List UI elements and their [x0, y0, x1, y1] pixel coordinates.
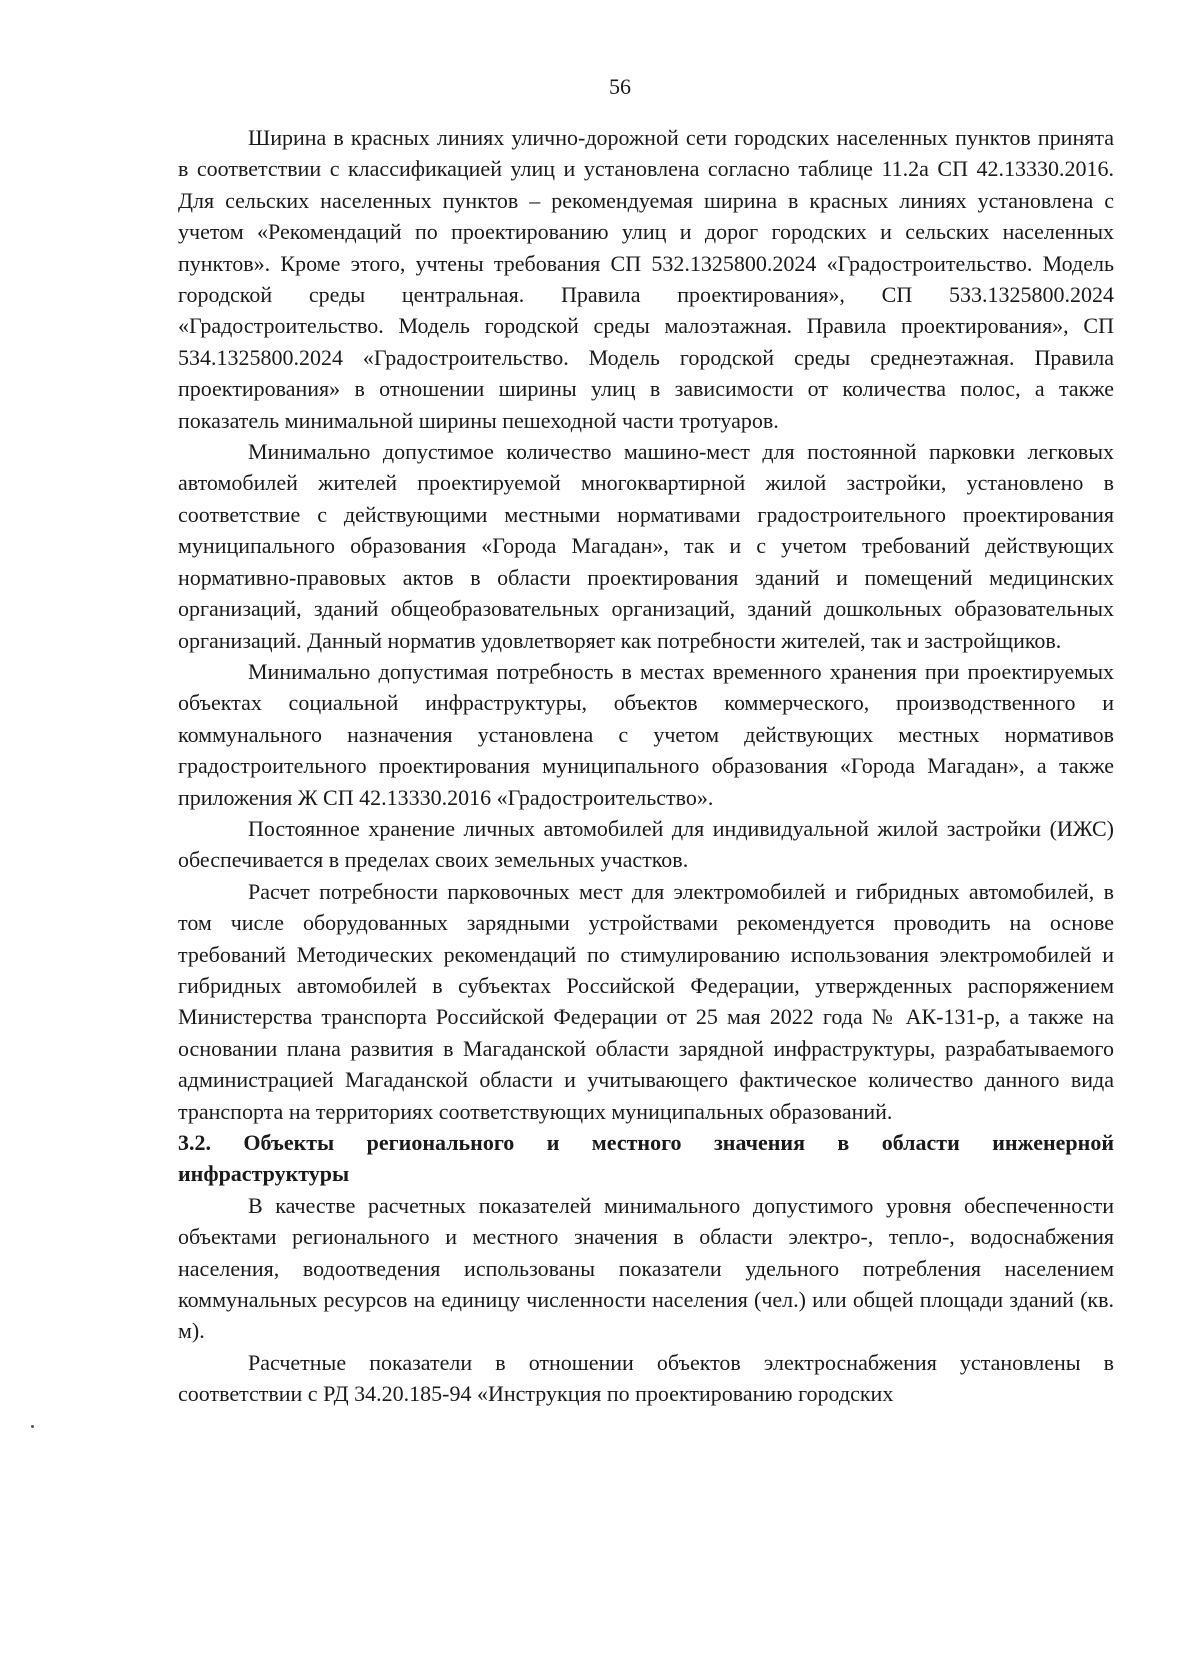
page-number: 56 — [609, 74, 631, 99]
paragraph-power-supply: Расчетные показатели в отношении объектов электроснабжения установлены в соответствии с РД 34.20.185-94 «Инструкция по проектированию городских — [178, 1349, 1114, 1407]
page-body — [178, 122, 1114, 1410]
paragraph-private-housing-parking: Постоянное хранение личных автомобилей для индивидуальной жилой застройки (ИЖС) обеспечивается в пределах своих земельных участков. — [178, 815, 1114, 873]
paragraph-temporary-parking: Минимально допустимая потребность в местах временного хранения при проектируемых объектах социальной инфраструктуры, объектов коммерческого, производственного и коммунального назначения установлена с учетом действующих местных нормативов градостроительного проектирования муниципального образования «Города Магадан», а также приложения Ж СП 42.13330.2016 «Градостроительство». — [178, 658, 1114, 810]
paragraph-permanent-parking: Минимально допустимое количество машино-мест для постоянной парковки легковых автомобилей жителей проектируемой многоквартирной жилой застройки, установлено в соответствие с действующими местными нормативами градостроительного проектирования муниципального образования «Города Магадан», так и с учетом требований действующих нормативно-правовых актов в области проектирования зданий и помещений медицинских организаций, зданий общеобразовательных организаций, зданий дошкольных образовательных организаций. Данный норматив удовлетворяет как потребности жителей, так и застройщиков. — [178, 439, 1114, 653]
paragraph-utility-indicators: В качестве расчетных показателей минимального допустимого уровня обеспеченности объектами регионального и местного значения в области электро-, тепло-, водоснабжения населения, водоотведения использованы показатели удельного потребления населением коммунальных ресурсов на единицу численности населения (чел.) или общей площади зданий (кв. м). — [178, 1192, 1114, 1344]
paragraph-electric-vehicles: Расчет потребности парковочных мест для электромобилей и гибридных автомобилей, в том числе оборудованных зарядными устройствами рекомендуется проводить на основе требований Методических рекомендаций по стимулированию использования электромобилей и гибридных автомобилей в субъектах Российской Федерации, утвержденных распоряжением Министерства транспорта Российской Федерации от 25 мая 2022 года № АК-131-р, а также на основании плана развития в Магаданской области зарядной инфраструктуры, разрабатываемого администрацией Магаданской области и учитывающего фактическое количество данного вида транспорта на территориях соответствующих муниципальных образований. — [178, 878, 1114, 1124]
paragraph-street-width: Ширина в красных линиях улично-дорожной сети городских населенных пунктов принята в соответствии с классификацией улиц и установлена согласно таблице 11.2а СП 42.13330.2016. Для сельских населенных пунктов – рекомендуемая ширина в красных линиях установлена с учетом «Рекомендаций по проектированию улиц и дорог городских и сельских населенных пунктов». Кроме этого, учтены требования СП 532.1325800.2024 «Градостроительство. Модель городской среды центральная. Правила проектирования», СП 533.1325800.2024 «Градостроительство. Модель городской среды малоэтажная. Правила проектирования», СП 534.1325800.2024 «Градостроительство. Модель городской среды среднеэтажная. Правила проектирования» в отношении ширины улиц в зависимости от количества полос, а также показатель минимальной ширины пешеходной части тротуаров. — [178, 125, 1114, 433]
section-title: Объекты регионального и местного значения в области инженерной инфраструктуры — [178, 1130, 1114, 1187]
scan-speck — [31, 1425, 34, 1428]
section-number: 3.2. — [178, 1130, 211, 1155]
section-heading — [178, 1127, 1114, 1190]
